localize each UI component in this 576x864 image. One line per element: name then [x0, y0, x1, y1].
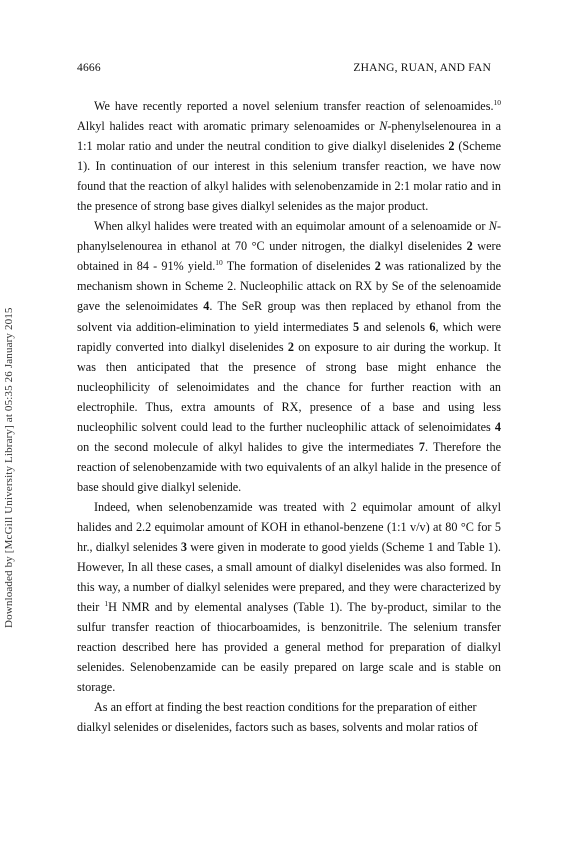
text-run: was rationalized by the mechanism shown in Scheme 2. Nucleophilic attack on RX by Se of the selenoamide gave the selenoimidates — [77, 259, 502, 314]
italic-text: N — [379, 119, 388, 134]
text-run: , which were rapidly converted into dialkyl diselenides — [77, 319, 501, 354]
italic-text: N — [488, 219, 497, 234]
compound-number: 2 — [466, 239, 473, 254]
paragraph — [77, 216, 501, 497]
compound-number: 5 — [353, 319, 360, 334]
text-run: . The SeR group was then replaced by ethanol from the solvent via addition-elimination to yield intermediates — [77, 299, 501, 334]
text-run: on exposure to air during the workup. It was then anticipated that the presence of strong base might enhance the nucleophilicity of selenoimidates and the chance for further reaction with an electrophile. Thus, extra amounts of RX, presence of a base and using less nucleophilic solvent could lead to the further nucleophilic attack of selenoimidates — [77, 339, 502, 434]
text-run: When alkyl halides were treated with an equimolar amount of a selenoamide or — [94, 219, 489, 234]
text-run: -phenylselenourea in a 1:1 molar ratio and under the neutral condition to give dialkyl diselenides — [77, 119, 501, 154]
compound-number: 4 — [203, 299, 210, 314]
compound-number: 3 — [180, 540, 187, 555]
text-run: were obtained in 84 - 91% yield. — [77, 239, 501, 274]
text-run: (Scheme 1). In continuation of our interest in this selenium transfer reaction, we have now found that the reaction of alkyl halides with selenobenzamide in 2:1 molar ratio and in the presence of strong base gives dialkyl selenides as the major product. — [77, 139, 501, 214]
text-run: were given in moderate to good yields (Scheme 1 and Table 1). However, In all these cases, a small amount of dialkyl diselenides was also formed. In this way, a number of dialkyl selenides were prepared, and they were characterized by their — [77, 540, 501, 615]
page-number: 4666 — [77, 62, 101, 74]
compound-number: 2 — [448, 139, 455, 154]
text-run: -phanylselenourea in ethanol at 70 °C under nitrogen, the dialkyl diselenides — [77, 219, 501, 254]
article-body — [77, 96, 501, 738]
compound-number: 7 — [418, 439, 425, 454]
text-run: on the second molecule of alkyl halides to give the intermediates — [77, 439, 419, 454]
superscript: 1 — [104, 599, 109, 609]
compound-number: 4 — [494, 419, 501, 434]
download-watermark-text: Downloaded by [McGill University Library] at 05:35 26 January 2015 — [3, 307, 15, 628]
text-run: and selenols — [359, 319, 430, 334]
text-run: As an effort at finding the best reaction conditions for the preparation of either dialkyl selenides or diselenides, factors such as bases, solvents and molar ratios of — [77, 700, 478, 735]
superscript: 10 — [215, 258, 223, 268]
text-run: Alkyl halides react with aromatic primary selenoamides or — [77, 119, 380, 134]
download-watermark — [3, 238, 17, 628]
compound-number: 2 — [374, 259, 381, 274]
text-run: H NMR and by elemental analyses (Table 1). The by-product, similar to the sulfur transfer reaction of thiocarboamides, is benzonitrile. The selenium transfer reaction described here has provided a general method for preparation of dialkyl selenides. Selenobenzamide can be easily prepared on large scale and is stable on storage. — [77, 600, 501, 695]
compound-number: 2 — [287, 339, 294, 354]
paragraph — [77, 697, 501, 737]
text-run: The formation of diselenides — [222, 259, 375, 274]
text-run: Indeed, when selenobenzamide was treated with 2 equimolar amount of alkyl halides and 2.2 equimolar amount of KOH in ethanol-benzene (1:1 v/v) at 80 °C for 5 hr., dialkyl selenides — [77, 499, 501, 555]
paragraph — [77, 96, 501, 216]
text-run: . Therefore the reaction of selenobenzamide with two equivalents of an alkyl halide in the presence of base should give dialkyl selenide. — [77, 439, 501, 494]
text-run: We have recently reported a novel selenium transfer reaction of selenoamides. — [94, 99, 494, 113]
superscript: 10 — [493, 97, 501, 107]
compound-number: 6 — [429, 319, 436, 334]
running-title: ZHANG, RUAN, AND FAN — [353, 62, 491, 74]
paragraph — [77, 497, 501, 697]
